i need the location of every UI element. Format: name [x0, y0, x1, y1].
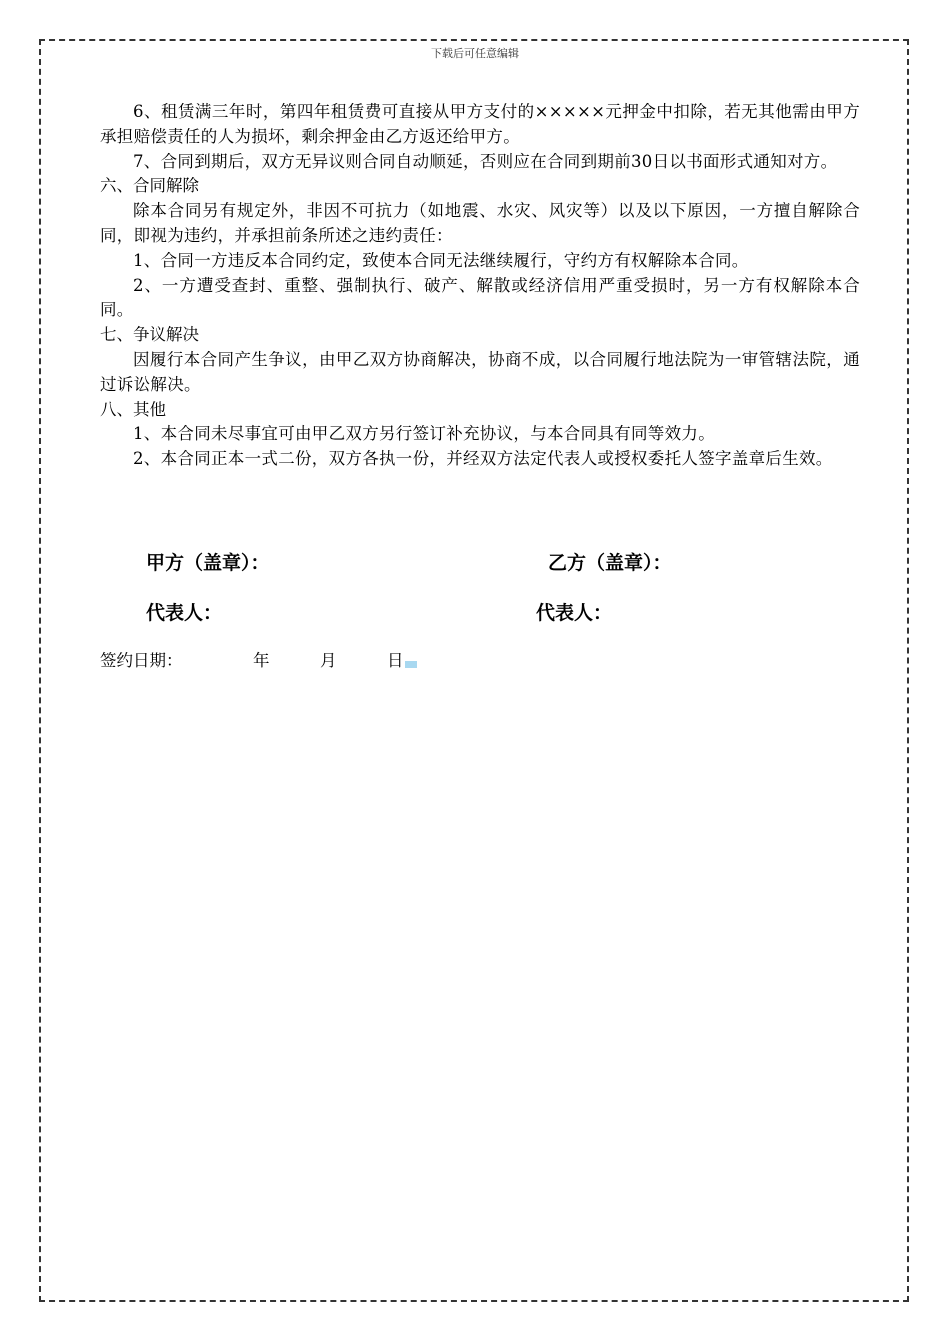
party-a-representative-label: 代表人：	[146, 602, 223, 624]
section-heading-other: 八、其他	[100, 399, 166, 419]
clause-7: 7、合同到期后，双方无异议则合同自动顺延，否则应在合同到期前30日以书面形式通知对方。	[133, 151, 838, 171]
termination-intro: 除本合同另有规定外，非因不可抗力（如地震、水灾、风灾等）以及以下原因，一方擅自解除合同，即视为违约，并承担前条所述之违约责任：	[100, 201, 860, 245]
party-b-seal-label: 乙方（盖章）：	[548, 552, 672, 574]
sign-date-label: 签约日期：	[100, 651, 183, 670]
text-cursor-marker	[405, 661, 417, 668]
dispute-text: 因履行本合同产生争议，由甲乙双方协商解决，协商不成，以合同履行地法院为一审管辖法院，通过诉讼解决。	[100, 349, 860, 394]
sign-date-year: 年	[253, 651, 270, 670]
termination-item-1: 1、合同一方违反本合同约定，致使本合同无法继续履行，守约方有权解除本合同。	[133, 250, 749, 270]
party-b-representative-label: 代表人：	[536, 602, 613, 624]
contract-body	[100, 100, 860, 472]
sign-date-month: 月	[320, 651, 337, 670]
termination-item-2: 2、一方遭受查封、重整、强制执行、破产、解散或经济信用严重受损时，另一方有权解除本合同。	[100, 275, 860, 320]
sign-date-day: 日	[387, 651, 404, 670]
other-item-2: 2、本合同正本一式二份，双方各执一份，并经双方法定代表人或授权委托人签字盖章后生效。	[133, 449, 833, 469]
party-a-seal-label: 甲方（盖章）：	[146, 552, 270, 574]
section-heading-termination: 六、合同解除	[100, 176, 199, 196]
other-item-1: 1、本合同未尽事宜可由甲乙双方另行签订补充协议，与本合同具有同等效力。	[133, 424, 715, 444]
clause-6: 6、租赁满三年时，第四年租赁费可直接从甲方支付的×××××元押金中扣除，若无其他需由甲方承担赔偿责任的人为损坏，剩余押金由乙方返还给甲方。	[100, 102, 860, 146]
header-note: 下载后可任意编辑	[431, 47, 519, 60]
sign-date-line	[100, 650, 417, 672]
section-heading-dispute: 七、争议解决	[100, 325, 199, 345]
